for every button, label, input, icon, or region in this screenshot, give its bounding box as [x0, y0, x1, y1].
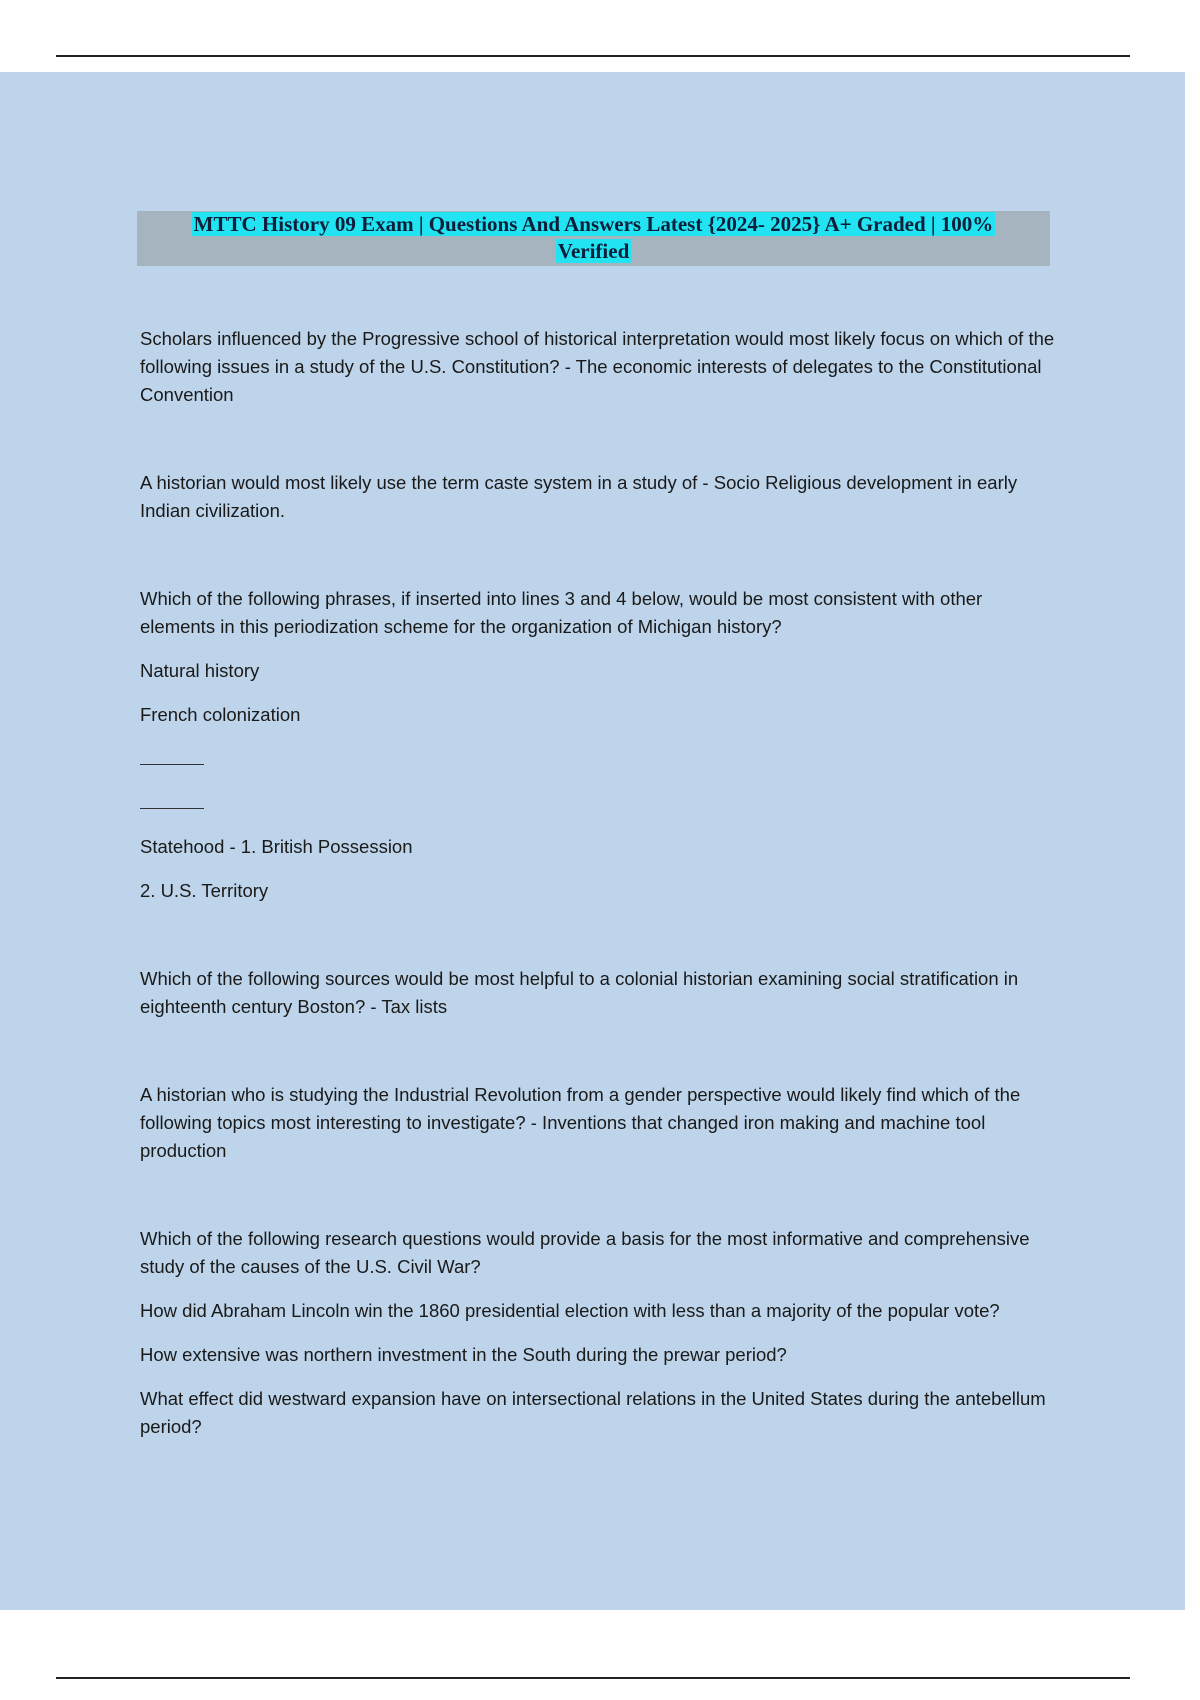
qa-text: Which of the following sources would be most helpful to a colonial historian examining social stratification in eighteenth century Boston? - Tax lists	[140, 968, 1019, 1017]
qa-text: A historian who is studying the Industrial Revolution from a gender perspective would likely find which of the following topics most interesting to investigate? - Inventions that changed iron making and machine tool production	[140, 1084, 1021, 1161]
qa-item	[140, 1081, 1055, 1165]
footer-rule	[56, 1677, 1130, 1679]
qa-item	[140, 469, 1055, 525]
header-rule	[56, 55, 1130, 57]
qa-item	[140, 1225, 1055, 1441]
qa-line: How extensive was northern investment in the South during the prewar period?	[140, 1344, 787, 1365]
blank-line	[140, 745, 1055, 773]
qa-line: 2. U.S. Territory	[140, 880, 269, 901]
qa-question: Which of the following phrases, if inserted into lines 3 and 4 below, would be most consistent with other elements in this periodization scheme for the organization of Michigan history?	[140, 588, 983, 637]
qa-line: Natural history	[140, 660, 260, 681]
qa-list	[140, 325, 1055, 1441]
qa-item	[140, 965, 1055, 1021]
qa-text: A historian would most likely use the term caste system in a study of - Socio Religious development in early Indian civilization.	[140, 472, 1018, 521]
qa-item	[140, 325, 1055, 409]
qa-line: How did Abraham Lincoln win the 1860 presidential election with less than a majority of the popular vote?	[140, 1300, 1000, 1321]
blank-line	[140, 789, 1055, 817]
qa-line: French colonization	[140, 704, 301, 725]
document-title-line-1: MTTC History 09 Exam | Questions And Answers Latest {2024- 2025} A+ Graded | 100%	[193, 212, 994, 236]
document-title-line-2: Verified	[557, 239, 630, 263]
qa-question: Which of the following research questions would provide a basis for the most informative and comprehensive study of the causes of the U.S. Civil War?	[140, 1228, 1030, 1277]
qa-line: Statehood - 1. British Possession	[140, 836, 413, 857]
qa-text: Scholars influenced by the Progressive school of historical interpretation would most likely focus on which of the following issues in a study of the U.S. Constitution? - The economic interests of delegates to the Constitutional Convention	[140, 328, 1055, 405]
qa-item	[140, 585, 1055, 905]
document-title	[137, 211, 1050, 266]
qa-line: What effect did westward expansion have on intersectional relations in the United States during the antebellum period?	[140, 1388, 1046, 1437]
